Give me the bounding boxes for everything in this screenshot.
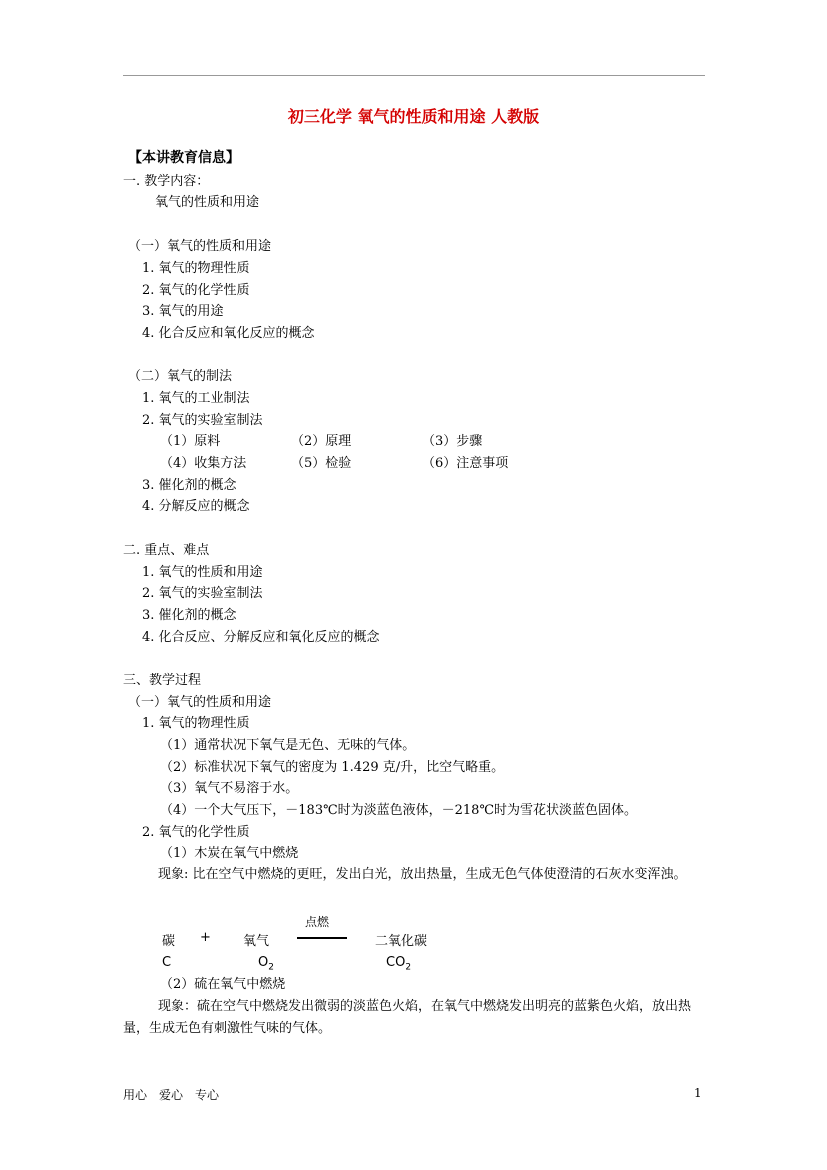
list-item: 2. 氧气的实验室制法	[142, 413, 263, 428]
list-item: 3. 催化剂的概念	[142, 478, 237, 493]
sub-list-item: （5）检验	[291, 456, 352, 471]
sub-list-item: （1）原料	[160, 434, 221, 449]
physical-property-3: （3）氧气不易溶于水。	[160, 781, 299, 796]
sub-list-item: （3）步骤	[422, 434, 483, 449]
sub-list-item: （2）原理	[291, 434, 352, 449]
equation-reactant-carbon: 碳	[162, 934, 176, 949]
reaction-carbon-heading: （1）木炭在氧气中燃烧	[160, 846, 299, 861]
heading-teaching-content: 一. 教学内容：	[123, 174, 210, 189]
physical-property-1: （1）通常状况下氧气是无色、无味的气体。	[160, 738, 416, 753]
equation-condition: 点燃	[305, 915, 330, 929]
equation-product: 二氧化碳	[375, 934, 428, 949]
reaction-sulfur-heading: （2）硫在氧气中燃烧	[160, 977, 286, 992]
document-title: 初三化学 氧气的性质和用途 人教版	[287, 107, 540, 126]
list-item: 1. 氧气的物理性质	[142, 261, 250, 276]
formula-carbon: C	[162, 955, 172, 970]
heading-teaching-process: 三、教学过程	[123, 673, 202, 688]
physical-property-2: （2）标准状况下氧气的密度为 1.429 克/升，比空气略重。	[160, 760, 505, 775]
topic-line: 氧气的性质和用途	[155, 195, 260, 210]
footer-motto: 用心 爱心 专心	[123, 1088, 220, 1102]
list-item: 4. 分解反应的概念	[142, 499, 250, 514]
heading-key-points: 二. 重点、难点	[123, 543, 210, 558]
equation-arrow	[297, 937, 347, 939]
list-item: 2. 氧气的实验室制法	[142, 586, 263, 601]
list-item: 3. 氧气的用途	[142, 304, 224, 319]
page-number: 1	[694, 1086, 702, 1100]
section-header: 【本讲教育信息】	[128, 150, 240, 166]
subheading-properties: （一）氧气的性质和用途	[128, 239, 272, 254]
list-item: 3. 催化剂的概念	[142, 608, 237, 623]
sub-list-item: （4）收集方法	[160, 456, 247, 471]
sulfur-phenomenon: 现象：硫在空气中燃烧发出微弱的淡蓝色火焰，在氧气中燃烧发出明亮的蓝紫色火焰，放出热量，生成无色有刺激性气味的气体。	[123, 999, 692, 1036]
subheading-preparation: （二）氧气的制法	[128, 369, 233, 384]
header-rule	[123, 75, 705, 76]
subheading-properties: （一）氧气的性质和用途	[128, 695, 272, 710]
sub-list-item: （6）注意事项	[422, 456, 509, 471]
equation-plus: +	[200, 930, 211, 945]
equation-reactant-oxygen: 氧气	[243, 934, 270, 949]
formula-co2: $CO_2$	[386, 955, 412, 973]
physical-property-4: （4）一个大气压下，－183℃时为淡蓝色液体，－218℃时为雪花状淡蓝色固体。	[160, 803, 637, 818]
list-item: 2. 氧气的化学性质	[142, 283, 250, 298]
list-item: 1. 氧气的工业制法	[142, 391, 250, 406]
list-item: 2. 氧气的化学性质	[142, 825, 250, 840]
carbon-phenomenon: 现象: 比在空气中燃烧的更旺，发出白光，放出热量，生成无色气体使澄清的石灰水变浑浊。	[158, 867, 687, 882]
formula-oxygen: $O_2$	[258, 955, 274, 973]
list-item: 1. 氧气的物理性质	[142, 716, 250, 731]
list-item: 4. 化合反应和氧化反应的概念	[142, 326, 315, 341]
list-item: 4. 化合反应、分解反应和氧化反应的概念	[142, 630, 380, 645]
list-item: 1. 氧气的性质和用途	[142, 565, 263, 580]
